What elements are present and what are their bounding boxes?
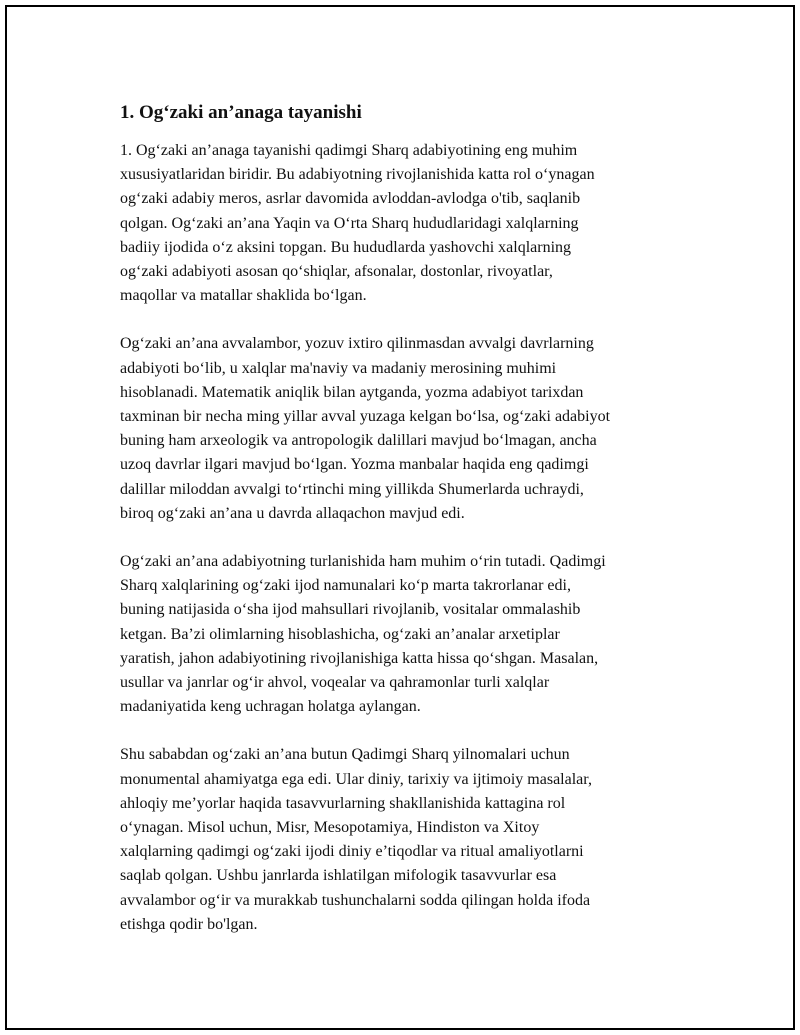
text-line: 1. Og‘zaki an’anaga tayanishi qadimgi Sharq adabiyotining eng muhim (120, 142, 578, 159)
text-line: dalillar miloddan avvalgi to‘rtinchi ming yillikda Shumerlarda uchraydi, (120, 480, 584, 498)
text-line: Og‘zaki an’ana avvalambor, yozuv ixtiro qilinmasdan avvalgi davrlarning (120, 335, 594, 353)
text-line: maqollar va matallar shaklida bo‘lgan. (120, 287, 367, 305)
paragraph-1 (120, 139, 700, 308)
text-line: taxminan bir necha ming yillar avval yuzaga kelgan bo‘lsa, og‘zaki adabiyot (120, 408, 611, 426)
text-line: qolgan. Og‘zaki an’ana Yaqin va O‘rta Sharq hududlaridagi xalqlarning (120, 214, 579, 232)
text-line: Sharq xalqlarining og‘zaki ijod namunalari ko‘p marta takrorlanar edi, (120, 577, 571, 595)
text-line: madaniyatida keng uchragan holatga aylangan. (120, 698, 421, 716)
text-line: xususiyatlaridan biridir. Bu adabiyotning rivojlanishida katta rol o‘ynagan (120, 166, 595, 184)
text-line: saqlab qolgan. Ushbu janrlarda ishlatilgan mifologik tasavvurlar esa (120, 867, 557, 885)
page-frame (5, 5, 795, 1030)
text-line: usullar va janrlar og‘ir ahvol, voqealar va qahramonlar turli xalqlar (120, 674, 550, 692)
paragraph-3 (120, 550, 700, 719)
text-line: yaratish, jahon adabiyotining rivojlanishiga katta hissa qo‘shgan. Masalan, (120, 649, 599, 667)
text-line: o‘ynagan. Misol uchun, Misr, Mesopotamiya, Hindiston va Xitoy (120, 819, 540, 837)
text-line: og‘zaki adabiy meros, asrlar davomida avloddan-avlodga o'tib, saqlanib (120, 190, 581, 208)
text-line: etishga qodir bo'lgan. (120, 915, 258, 933)
text-line: ketgan. Ba’zi olimlarning hisoblashicha, og‘zaki an’analar arxetiplar (120, 625, 560, 643)
text-line: buning natijasida o‘sha ijod mahsullari rivojlanib, vositalar ommalashib (120, 601, 581, 619)
text-line: badiiy ijodida o‘z aksini topgan. Bu hududlarda yashovchi xalqlarning (120, 238, 572, 256)
text-line: Og‘zaki an’ana adabiyotning turlanishida ham muhim o‘rin tutadi. Qadimgi (120, 553, 606, 571)
text-line: adabiyoti bo‘lib, u xalqlar ma'naviy va madaniy merosining muhimi (120, 359, 557, 377)
text-line: og‘zaki adabiyoti asosan qo‘shiqlar, afsonalar, dostonlar, rivoyatlar, (120, 263, 553, 281)
section-heading: 1. Og‘zaki an’anaga tayanishi (120, 102, 362, 123)
text-line: Shu sababdan og‘zaki an’ana butun Qadimgi Sharq yilnomalari uchun (120, 746, 570, 764)
text-line: hisoblanadi. Matematik aniqlik bilan aytganda, yozma adabiyot tarixdan (120, 383, 584, 401)
text-line: buning ham arxeologik va antropologik dalillari mavjud bo‘lmagan, ancha (120, 432, 597, 450)
text-line: biroq og‘zaki an’ana u davrda allaqachon mavjud edi. (120, 504, 465, 522)
text-line: monumental ahamiyatga ega edi. Ular diniy, tarixiy va ijtimoiy masalalar, (120, 770, 592, 788)
paragraph-2 (120, 332, 700, 526)
text-line: xalqlarning qadimgi og‘zaki ijodi diniy e’tiqodlar va ritual amaliyotlarni (120, 843, 584, 861)
paragraph-4 (120, 743, 700, 937)
document-body (120, 101, 700, 961)
text-line: ahloqiy me’yorlar haqida tasavvurlarning shakllanishida kattagina rol (120, 794, 566, 812)
text-line: avvalambor og‘ir va murakkab tushunchalarni sodda qilingan holda ifoda (120, 891, 591, 909)
text-line: uzoq davrlar ilgari mavjud bo‘lgan. Yozma manbalar haqida eng qadimgi (120, 456, 589, 474)
